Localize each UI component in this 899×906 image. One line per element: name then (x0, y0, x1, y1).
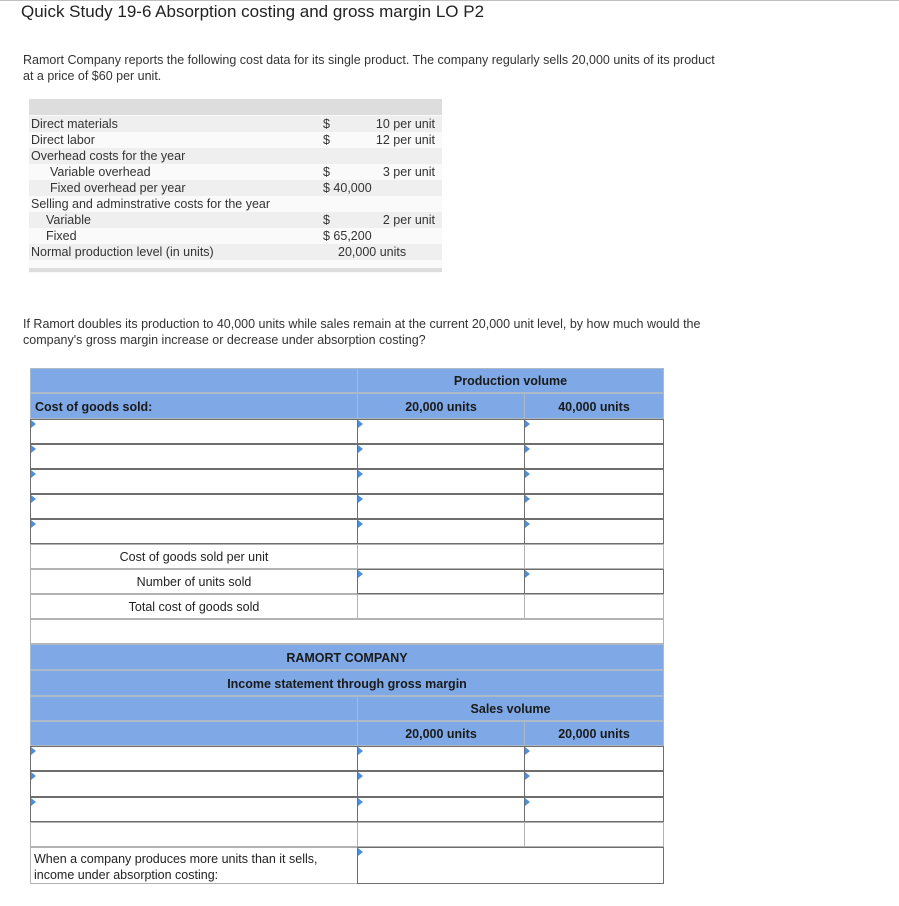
variable-overhead-dollar: $ (323, 165, 330, 179)
is-col1-label: 20,000 units (405, 727, 477, 741)
is-row-3-col2-input[interactable] (524, 797, 664, 822)
is-row-3-label-input[interactable] (30, 797, 358, 822)
company-name: RAMORT COMPANY (286, 651, 408, 665)
income-statement-title: Income statement through gross margin (227, 677, 467, 691)
top-divider (0, 0, 899, 1)
cogs-row-3-col1-input[interactable] (357, 469, 525, 494)
direct-labor-label: Direct labor (31, 133, 95, 147)
direct-materials-dollar: $ (323, 117, 330, 131)
cogs-row-3-col2-input[interactable] (524, 469, 664, 494)
selling-admin-heading: Selling and adminstrative costs for the year (31, 197, 271, 211)
cogs-row-2-col2-input[interactable] (524, 444, 664, 469)
selling-variable-value: 2 per unit (382, 213, 435, 227)
total-cogs-col2-cell (524, 594, 664, 619)
units-sold-label: Number of units sold (136, 575, 252, 589)
is-col2-label: 20,000 units (558, 727, 630, 741)
cogs-row-5-label-input[interactable] (30, 519, 358, 544)
sales-volume-label: Sales volume (470, 702, 551, 716)
cogs-per-unit-col1-cell (357, 544, 525, 569)
direct-materials-label: Direct materials (31, 117, 118, 131)
direct-labor-dollar: $ (323, 133, 330, 147)
is-row-2-col2-input[interactable] (524, 771, 664, 797)
variable-overhead-label: Variable overhead (50, 165, 151, 179)
is-row-1-label-input[interactable] (30, 746, 358, 771)
total-cogs-label: Total cost of goods sold (128, 600, 260, 614)
selling-variable-label: Variable (46, 213, 91, 227)
cogs-col2-header (524, 393, 664, 419)
selling-fixed-label: Fixed (46, 229, 77, 243)
cogs-label-cell (30, 393, 358, 419)
is-spacer-label (30, 822, 358, 847)
units-sold-label-cell (30, 569, 358, 594)
production-volume-label: Production volume (453, 374, 568, 388)
income-statement-title-row (30, 670, 664, 696)
is-row-2-col1-input[interactable] (357, 771, 525, 797)
cogs-per-unit-label-cell (30, 544, 358, 569)
question-text: If Ramort doubles its production to 40,000 units while sales remain at the current 20,000 unit level, by how much would the company's gross margin increase or decrease under absorption costing? (23, 317, 701, 347)
cogs-row-4-col2-input[interactable] (524, 494, 664, 519)
is-col1-header (357, 721, 525, 746)
spacer-row (30, 619, 664, 644)
direct-materials-value: 10 per unit (375, 117, 435, 131)
cogs-col1-label: 20,000 units (405, 400, 477, 414)
production-volume-header (357, 368, 664, 393)
cogs-row-1-label-input[interactable] (30, 419, 358, 444)
cogs-col2-label: 40,000 units (558, 400, 630, 414)
selling-variable-dollar: $ (323, 213, 330, 227)
selling-fixed-value: $ 65,200 (323, 229, 372, 243)
company-header (30, 644, 664, 670)
is-row-1-col1-input[interactable] (357, 746, 525, 771)
is-header-blank (30, 696, 358, 721)
fixed-overhead-value: $ 40,000 (323, 181, 372, 195)
cogs-row-1-col2-input[interactable] (524, 419, 664, 444)
units-sold-col1-input[interactable] (357, 569, 525, 594)
cogs-col1-header (357, 393, 525, 419)
cogs-row-1-col1-input[interactable] (357, 419, 525, 444)
cogs-per-unit-col2-cell (524, 544, 664, 569)
cogs-row-2-col1-input[interactable] (357, 444, 525, 469)
cogs-row-4-label-input[interactable] (30, 494, 358, 519)
is-row-1-col2-input[interactable] (524, 746, 664, 771)
total-cogs-col1-cell (357, 594, 525, 619)
cogs-row-3-label-input[interactable] (30, 469, 358, 494)
overhead-heading: Overhead costs for the year (31, 149, 186, 163)
cogs-label: Cost of goods sold: (35, 400, 153, 414)
fixed-overhead-label: Fixed overhead per year (50, 181, 186, 195)
conclusion-label-cell (30, 847, 358, 884)
units-sold-col2-input[interactable] (524, 569, 664, 594)
page-title: Quick Study 19-6 Absorption costing and gross margin LO P2 (21, 2, 485, 21)
is-label-header-blank (30, 721, 358, 746)
direct-labor-value: 12 per unit (375, 133, 435, 147)
cogs-row-5-col2-input[interactable] (524, 519, 664, 544)
intro-text: Ramort Company reports the following cost data for its single product. The company regularly sells 20,000 units of its product at a price of $60 per unit. (23, 53, 715, 83)
normal-production-value: 20,000 units (338, 245, 407, 259)
is-spacer-col1 (357, 822, 525, 847)
normal-production-label: Normal production level (in units) (31, 245, 214, 259)
total-cogs-label-cell (30, 594, 358, 619)
cogs-header-blank (30, 368, 358, 393)
conclusion-answer-input[interactable] (357, 847, 664, 884)
cogs-row-4-col1-input[interactable] (357, 494, 525, 519)
is-col2-header (524, 721, 664, 746)
cogs-per-unit-label: Cost of goods sold per unit (119, 550, 269, 564)
cost-data-table (29, 99, 442, 273)
is-spacer-col2 (524, 822, 664, 847)
is-row-3-col1-input[interactable] (357, 797, 525, 822)
sales-volume-header (357, 696, 664, 721)
cogs-row-5-col1-input[interactable] (357, 519, 525, 544)
variable-overhead-value: 3 per unit (382, 165, 435, 179)
cogs-row-2-label-input[interactable] (30, 444, 358, 469)
conclusion-label: When a company produces more units than it sells, income under absorption costing: (34, 852, 318, 882)
is-row-2-label-input[interactable] (30, 771, 358, 797)
